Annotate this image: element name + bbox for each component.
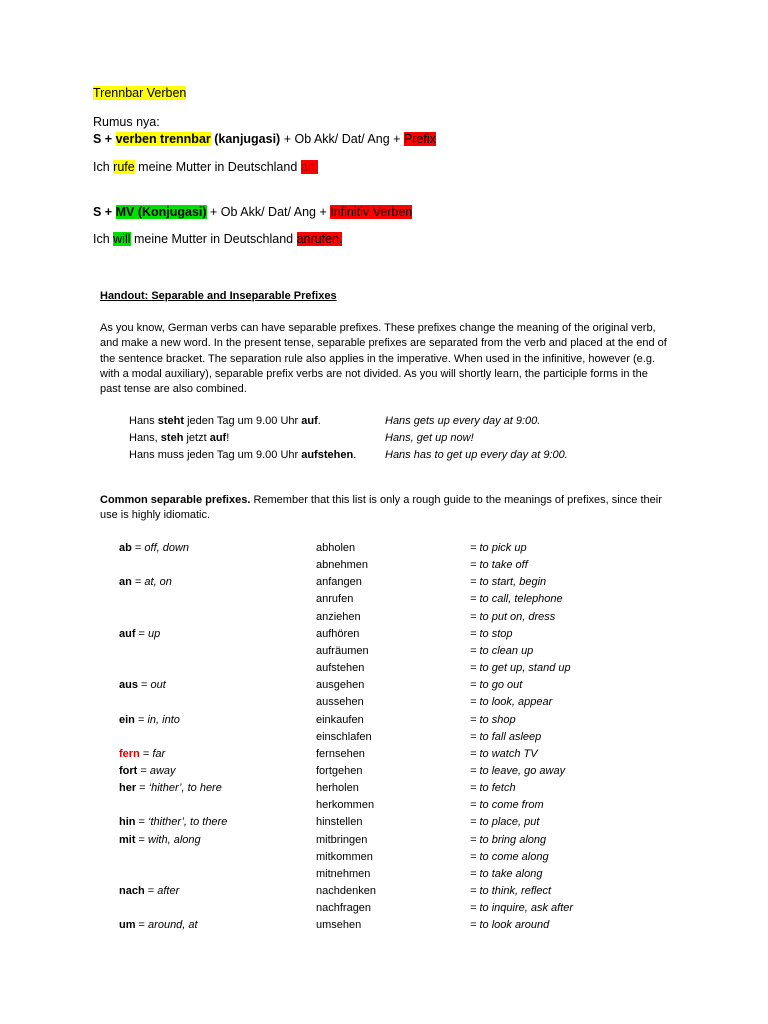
translation-cell: = to look around [470,919,550,932]
prefix-meaning: at, on [144,576,172,589]
prefix-cell: ab = off, down [119,542,190,554]
verb-cell: aufräumen [316,644,369,657]
verb-cell: fortgehen [316,764,363,777]
table-row [119,712,659,729]
table-row [119,832,659,849]
translation-cell: = to call, telephone [470,593,563,606]
document-page: Trennbar Verben Rumus nya: S + verben trennbar (kanjugasi) + Ob Akk/ Dat/ Ang + Prefix Ich rufe meine Mutter in Deutschland an. S + MV (Konjugasi) + Ob Akk/ Dat/ Ang + Infinitiv Verben Ich will meine Mutter in Deutschland anrufen. Handout: Separable and Inseparable Prefixes As you know, German verbs can have separable prefixes. These prefixes change the meaning of the original verb, and make a new word. In the present tense, separable prefixes are separated from the verb and placed at the end of the sentence bracket. The separation rule also applies in the imperative. When used in the infinitive, however (e.g. with a modal auxiliary), separable prefix verbs are not divided. As you will shortly learn, the participle forms in the past tense are also combined. Hans steht jeden Tag um 9.00 Uhr auf. Hans gets up every day at 9:00. Hans, steh jetzt auf! Hans, get up now! Hans muss jeden Tag um 9.00 Uhr aufstehen. Hans has to get up every day at 9:00. Common separable prefixes. Remember that this list is only a rough guide to the meanings of prefixes, since their use is highly idiomatic. ab = off, down abholen = to pick up abnehmen = to take off an = at, on anfangen = to start, begin anrufen = to call, telephone anziehen = to put on, dress auf = up aufhören = to stop aufräumen = to clean up aufstehen = to get up, stand up aus = out ausgehen = to go out aussehen = to look, appear ein = in, into einkaufen = to shop einschlafen = to fall asleep fern = far fernsehen = to watch TV fort = away fortgehen = to leave, go away her = ‘hither’, to here herholen = to fetch herkommen = to come from hin = ‘thither’, to there hinstellen = to place, put mit = with, along mitbringen = to bring along mitkommen = to come along mitnehmen = to take along nach = after nachdenken = to think, reflect nachfragen = to inquire, ask after um = around, at umsehen = to look around [0,0,768,1024]
table-row [119,557,659,574]
translation-cell: = to stop [470,627,513,640]
verb-cell: ausgehen [316,679,365,692]
prefix-name: hin [119,816,136,829]
table-row [119,763,659,780]
verb-cell: hinstellen [316,816,363,829]
table-row [119,643,659,660]
prefix-meaning: away [149,764,176,777]
verb-cell: umsehen [316,919,362,932]
prefix-meaning: ‘hither’, to here [148,782,222,795]
prefix-cell: an = at, on [119,576,172,589]
verb-cell: aussehen [316,696,364,709]
translation-cell: = to clean up [470,644,534,657]
prefix-name: auf [119,627,136,640]
verb-cell: mitnehmen [316,867,371,880]
prefix-meaning: far [152,747,166,760]
translation-cell: = to watch TV [470,747,538,760]
translation-cell: = to take along [470,867,543,880]
table-row [119,797,659,814]
prefix-name: aus [119,679,138,692]
table-row [119,660,659,677]
verb-cell: anziehen [316,610,361,623]
example-modal: Ich will meine Mutter in Deutschland anrufen. [93,232,343,246]
prefix-meaning: in, into [147,713,180,726]
prefix-name: an [119,576,132,589]
prefix-meaning: off, down [144,542,190,554]
prefix-name: her [119,782,137,795]
table-row [119,574,659,591]
formula-separable: S + verben trennbar (kanjugasi) + Ob Akk/ Dat/ Ang + Prefix [93,132,436,146]
table-row [119,883,659,900]
verb-cell: abholen [316,542,356,554]
translation-cell: = to go out [470,679,523,692]
formula-modal: S + MV (Konjugasi) + Ob Akk/ Dat/ Ang + Infinitiv Verben [93,205,413,219]
verb-cell: abnehmen [316,559,368,572]
prefix-highlight: Prefix [403,132,436,146]
verb-cell: aufhören [316,627,360,640]
table-row [119,626,659,643]
rumus-label: Rumus nya: [93,115,160,129]
prefix-cell: auf = up [119,627,161,640]
table-row [119,780,659,797]
translation-cell: = to look, appear [470,696,553,709]
table-row [119,849,659,866]
prefix-cell: her = ‘hither’, to here [119,782,222,795]
prefix-name: fern [119,747,140,760]
translation-cell: = to place, put [470,816,540,829]
verb-cell: nachdenken [316,885,376,897]
translation-cell: = to get up, stand up [470,662,571,675]
verb-cell: einschlafen [316,730,372,743]
table-row [119,866,659,883]
translation-cell: = to inquire, ask after [470,902,574,915]
translation-cell: = to shop [470,713,516,726]
verb-cell: anrufen [316,593,354,606]
prefix-meaning: after [157,885,180,897]
mv-highlight: MV (Konjugasi) [115,205,207,219]
table-row [119,677,659,694]
prefix-cell: aus = out [119,679,166,692]
prefix-meaning: ‘thither’, to there [148,816,228,829]
prefix-meaning: out [150,679,166,692]
translation-cell: = to think, reflect [470,885,552,897]
table-row [119,540,659,557]
prefix-meaning: up [148,627,161,640]
translation-cell: = to start, begin [470,576,547,589]
table-row [119,917,659,934]
verb-cell: aufstehen [316,662,365,675]
translation-cell: = to put on, dress [470,610,556,623]
prefix-cell: mit = with, along [119,833,201,846]
prefix-name: um [119,919,136,932]
prefix-name: nach [119,885,145,897]
translation-cell: = to leave, go away [470,764,566,777]
prefix-cell: fort = away [119,764,176,777]
table-row [119,591,659,608]
prefix-name: mit [119,833,136,846]
verb-cell: mitbringen [316,833,368,846]
table-row [119,900,659,917]
common-prefixes-intro: Common separable prefixes. Remember that this list is only a rough guide to the meanings of prefixes, since their use is highly idiomatic. [100,494,662,522]
translation-cell: = to bring along [470,833,547,846]
table-row [119,746,659,763]
translation-cell: = to come from [470,799,544,812]
notes-title: Trennbar Verben [93,86,187,100]
translation-cell: = to fetch [470,782,516,795]
table-row [119,609,659,626]
prefix-name: fort [119,764,138,777]
table-row [119,694,659,711]
verb-cell: herkommen [316,799,375,812]
verb-cell: mitkommen [316,850,373,863]
infinitiv-highlight: Infinitiv Verben [330,205,413,219]
translation-cell: = to come along [470,850,549,863]
verb-cell: anfangen [316,576,362,589]
verb-cell: nachfragen [316,902,372,915]
prefix-cell: nach = after [119,885,180,897]
handout-title: Handout: Separable and Inseparable Prefixes [100,290,337,302]
prefix-cell: ein = in, into [119,713,180,726]
translation-cell: = to fall asleep [470,730,542,743]
verben-trennbar-highlight: verben trennbar [115,132,211,146]
table-row [119,729,659,746]
verb-cell: einkaufen [316,713,364,726]
prefix-cell: hin = ‘thither’, to there [119,816,228,829]
prefix-cell: um = around, at [119,919,198,932]
table-row [119,814,659,831]
translation-cell: = to pick up [470,542,527,554]
prefix-cell: fern = far [119,747,166,760]
prefix-meaning: with, along [148,833,201,846]
prefix-name: ab [119,542,132,554]
prefix-meaning: around, at [148,919,198,932]
verb-cell: herholen [316,782,359,795]
translation-cell: = to take off [470,559,528,572]
prefix-name: ein [119,713,135,726]
example-separable: Ich rufe meine Mutter in Deutschland an. [93,160,319,174]
handout-paragraph: As you know, German verbs can have separable prefixes. These prefixes change the meaning of the original verb, and make a new word. In the present tense, separable prefixes are separated from the verb and placed at the end of the sentence bracket. The separation rule also applies in the imperative. When used in the infinitive, however (e.g. with a modal auxiliary), separable prefix verbs are not divided. As you will shortly learn, the participle forms in the past tense are also combined. [100,322,667,396]
verb-cell: fernsehen [316,747,365,760]
